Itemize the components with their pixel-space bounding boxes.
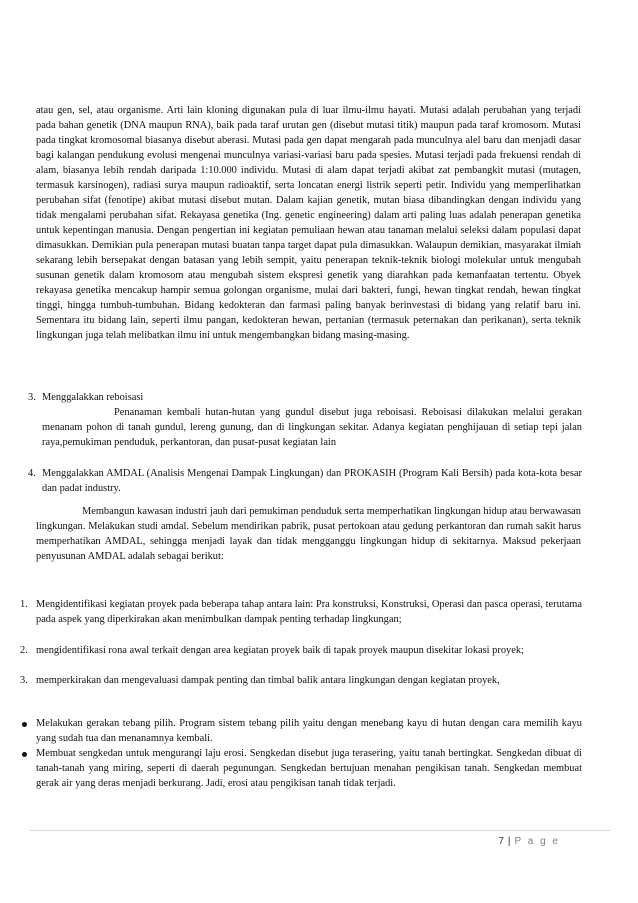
reboisasi-title: Menggalakkan reboisasi [42, 392, 144, 403]
amdal-paragraph [36, 504, 581, 564]
intro-paragraph: atau gen, sel, atau organisme. Arti lain kloning digunakan pula di luar ilmu-ilmu hayati. Mutasi adalah perubahan yang terjadi pada bahan genetik (DNA maupun RNA), baik pada taraf urutan gen (disebut mutasi titik) maupun pada taraf kromosom. Mutasi pada tingkat kromosomal biasanya disebut aberasi. Mutasi pada gen dapat mengarah pada munculnya alel baru dan menjadi dasar bagi kalangan pendukung evolusi mengenai munculnya variasi-variasi baru pada spesies. Mutasi terjadi pada frekuensi rendah di alam, biasanya lebih rendah daripada 1:10.000 individu. Mutasi di alam dapat terjadi akibat zat pembangkit mutasi (mutagen, termasuk karsinogen), radiasi surya maupun radioaktif, serta loncatan energi listrik seperti petir. Individu yang memperlihatkan perubahan sifat (fenotipe) akibat mutasi disebut mutan. Dalam kajian genetik, mutan biasa dibandingkan dengan individu yang tidak mengalami perubahan sifat. Rekayasa genetika (Ing. genetic engineering) dalam arti paling luas adalah penerapan genetika untuk kepentingan manusia. Dengan pengertian ini kegiatan pemuliaan hewan atau tanaman melalui seleksi dalam populasi dapat dimasukkan. Demikian pula penerapan mutasi buatan tanpa target dapat pula dimasukkan. Walaupun demikian, masyarakat ilmiah sekarang lebih bersepakat dengan batasan yang lebih sempit, yaitu penerapan teknik-teknik biologi molekular untuk mengubah susunan genetik dalam kromosom atau mengubah sistem ekspresi genetik yang diarahkan pada kemanfaatan tertentu. Obyek rekayasa genetika mencakup hampir semua golongan organisme, mulai dari bakteri, fungi, hewan tingkat rendah, hewan tingkat tinggi, hingga tumbuh-tumbuhan. Bidang kedokteran dan farmasi paling banyak berinvestasi di bidang yang relatif baru ini. Sementara itu bidang lain, seperti ilmu pangan, kedokteran hewan, pertanian (termasuk peternakan dan perikanan), serta teknik lingkungan juga telah melibatkan ilmu ini untuk mengembangkan bidang masing-masing. [36, 105, 581, 341]
list-number-4: 4. [28, 468, 36, 479]
amdal-list-item: Mengidentifikasi kegiatan proyek pada beberapa tahap antara lain: Pra konstruksi, Konstruksi, Operasi dan pasca operasi, terutama pada aspek yang diperkirakan akan menimbulkan dampak penting terhadap lingkungan; [36, 599, 582, 625]
reboisasi-section [42, 405, 582, 450]
sengkedan-bullet: Membuat sengkedan untuk mengurangi laju erosi. Sengkedan disebut juga terasering, yaitu tanah bertingkat. Sengkedan dibuat di tanah-tanah yang miring, seperti di daerah pegunungan. Sengkedan bertujuan menahan pengikisan tanah. Sengkedan membuat gerak air yang deras menjadi berkurang. Jadi, erosi atau pengikisan tanah tidak terjadi. [36, 748, 582, 789]
amdal-list-item: mengidentifikasi rona awal terkait dengan area kegiatan proyek baik di tapak proyek maupun disekitar lokasi proyek; [36, 645, 524, 656]
footer-divider [30, 830, 610, 831]
tebang-pilih-bullet: Melakukan gerakan tebang pilih. Program sistem tebang pilih yaitu dengan menebang kayu di hutan dengan cara memilih kayu yang sudah tua dan menanamnya kembali. [36, 718, 582, 744]
bullet-icon [22, 752, 27, 757]
page-label: P a g e [514, 836, 560, 847]
bullet-icon [22, 722, 27, 727]
reboisasi-body: Penanaman kembali hutan-hutan yang gundul disebut juga reboisasi. Reboisasi dilakukan melalui gerakan menanam pohon di tanah gundul, lereng gunung, dan di lingkungan sekitar. Adanya kegiatan penghijauan di setiap tepi jalan raya,pemukiman penduduk, perkantoran, dan pusat-pusat kegiatan lain [42, 407, 582, 448]
list-number-3: 3. [28, 392, 36, 403]
page-footer [498, 836, 560, 847]
amdal-list-number: 1. [20, 599, 28, 610]
footer-separator: | [507, 836, 511, 847]
page-number: 7 [498, 836, 504, 847]
amdal-prokasih-item: Menggalakkan AMDAL (Analisis Mengenai Dampak Lingkungan) dan PROKASIH (Program Kali Bersih) pada kota-kota besar dan padat industry. [42, 468, 582, 494]
amdal-list-number: 2. [20, 645, 28, 656]
amdal-list-number: 3. [20, 675, 28, 686]
amdal-list-item: memperkirakan dan mengevaluasi dampak penting dan timbal balik antara lingkungan dengan kegiatan proyek, [36, 675, 500, 686]
amdal-paragraph-text: Membangun kawasan industri jauh dari pemukiman penduduk serta memperhatikan lingkungan hidup atau berwawasan lingkungan. Melakukan studi amdal. Sebelum mendirikan pabrik, pusat pertokoan atau gedung perkantoran dan rumah sakit harus memperhatikan AMDAL, sehingga menjadi layak dan tidak mengganggu lingkungan hidup di sekitarnya. Maksud pekerjaan penyusunan AMDAL adalah sebagai berikut: [36, 506, 581, 562]
